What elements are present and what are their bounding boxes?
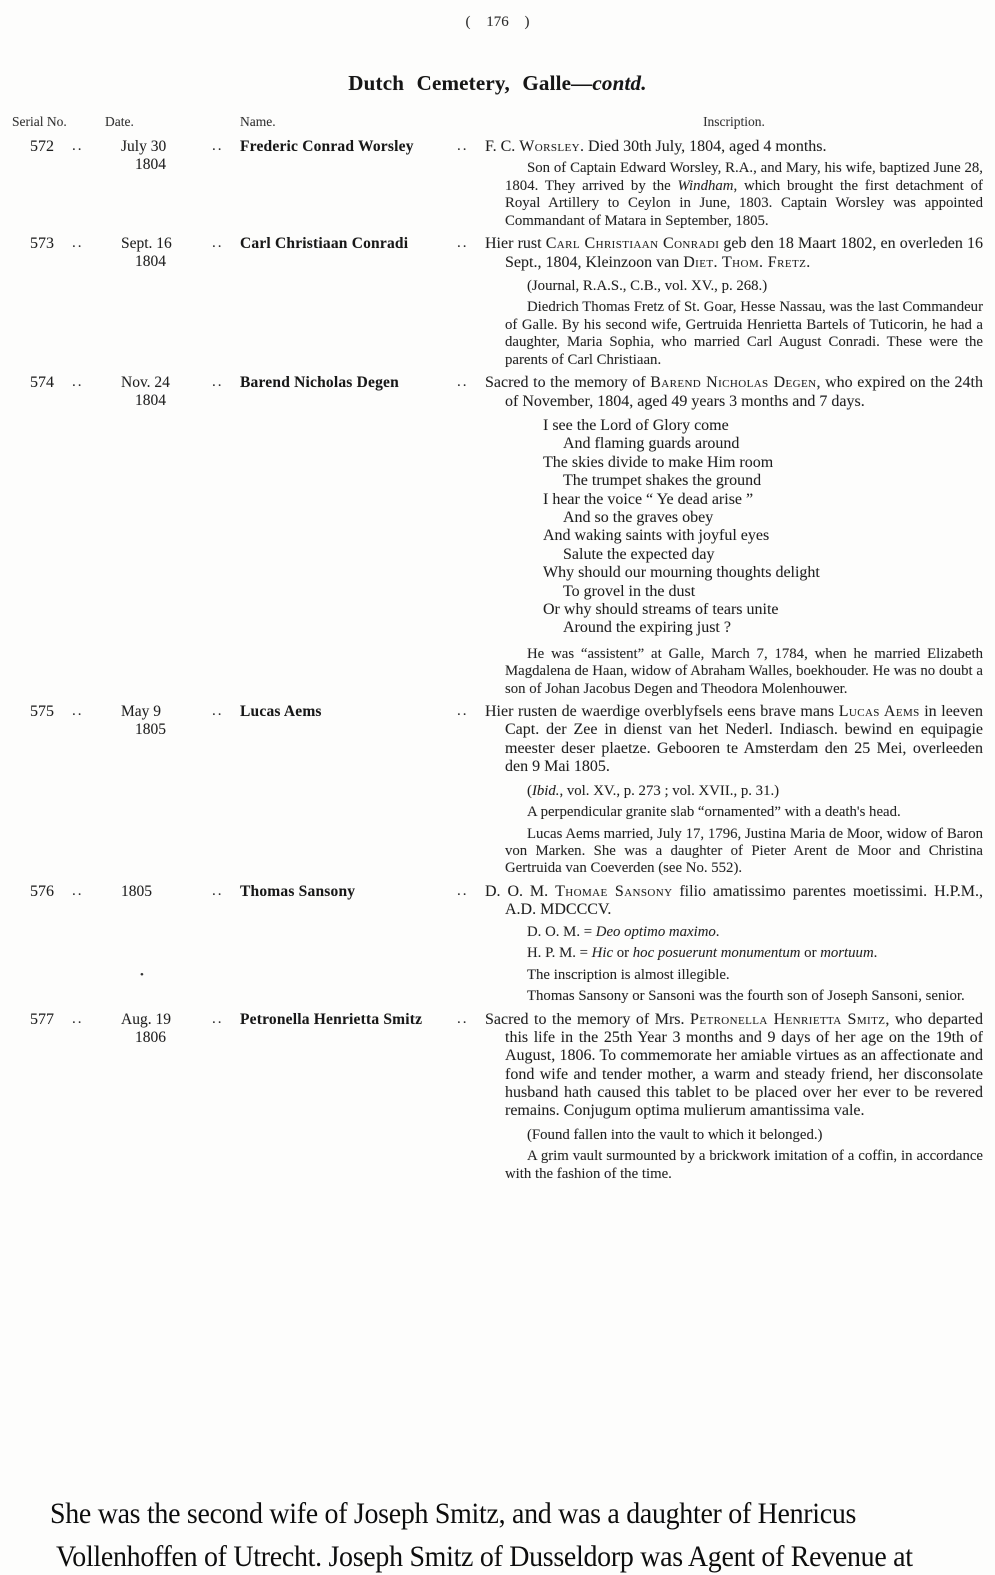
row-date-year: 1804 bbox=[135, 253, 166, 271]
row-name: Frederic Conrad Worsley bbox=[240, 138, 414, 155]
row-date-day: Aug. 19 bbox=[121, 1010, 171, 1028]
leader-dots: .. bbox=[72, 235, 84, 252]
leader-dots: .. bbox=[457, 138, 469, 154]
row-serial-number: 577 bbox=[30, 1010, 54, 1028]
page-title-contd: —contd. bbox=[571, 71, 647, 95]
column-header-name: Name. bbox=[240, 114, 276, 129]
row-name: Carl Christiaan Conradi bbox=[240, 235, 409, 253]
leader-dots: .. bbox=[212, 138, 224, 154]
leader-dots: .. bbox=[457, 882, 469, 899]
inscription-note: A grim vault surmounted by a brickwork imitation of a coffin, in accordance with the fashion of the time. bbox=[505, 1148, 983, 1182]
row-name: Thomas Sansony bbox=[240, 882, 356, 900]
leader-dots: .. bbox=[457, 374, 469, 391]
inscription-note: D. O. M. = Deo optimo maximo. bbox=[527, 923, 720, 940]
inscription-poem: The trumpet shakes the ground bbox=[563, 472, 762, 490]
inscription-main: Sacred to the memory of Barend Nicholas Degen, who expired on the 24th of November, 1804, aged 49 years 3 months and 7 days. bbox=[485, 374, 983, 410]
row-serial-number: 572 bbox=[30, 138, 54, 155]
inscription-poem: And so the graves obey bbox=[563, 508, 714, 526]
inscription-poem: I see the Lord of Glory come bbox=[543, 417, 729, 435]
inscription-poem: I hear the voice “ Ye dead arise ” bbox=[543, 490, 754, 508]
inscription-note: He was “assistent” at Galle, March 7, 1784, when he married Elizabeth Magdalena de Haan, widow of Abraham Walles, boekhouder. He was no doubt a son of Johan Jacobus Degen and Theodora Molenhouwer. bbox=[505, 645, 983, 697]
row-date-day: July 30 bbox=[121, 138, 167, 155]
row-serial-number: 575 bbox=[30, 703, 54, 721]
table-body bbox=[12, 138, 983, 1183]
inscription-poem: And flaming guards around bbox=[563, 435, 740, 453]
inscription-main: Hier rust Carl Christiaan Conradi geb den 18 Maart 1802, en overleden 16 Sept., 1804, Kleinzoon van Diet. Thom. Fretz. bbox=[485, 235, 983, 271]
table-header-row bbox=[12, 114, 983, 130]
inscription-note: The inscription is almost illegible. bbox=[527, 966, 730, 983]
inscription-main: Hier rusten de waerdige overblyfsels eens brave mans Lucas Aems in leeven Capt. der Zee in dienst van het Nederl. Indiasch. bewind en equipagie meester deser plaetze. Gebooren te Amsterdam den 25 Mei, overleeden den 9 Mai 1805. bbox=[485, 703, 983, 776]
inscription-main: F. C. Worsley. Died 30th July, 1804, aged 4 months. bbox=[485, 138, 827, 155]
row-date-year: 1805 bbox=[135, 721, 166, 739]
ocr-line: She was the second wife of Joseph Smitz, and was a daughter of Henricus bbox=[50, 1497, 857, 1530]
leader-dots: .. bbox=[457, 1010, 469, 1027]
row-name: Barend Nicholas Degen bbox=[240, 374, 399, 392]
row-date bbox=[105, 138, 212, 230]
row-date bbox=[105, 883, 212, 1006]
inscription-ref: (Ibid., vol. XV., p. 273 ; vol. XVII., p. 31.) bbox=[527, 782, 780, 799]
row-date bbox=[105, 235, 212, 369]
row-serial-number: 574 bbox=[30, 374, 54, 392]
inscription-poem: And waking saints with joyful eyes bbox=[543, 527, 770, 545]
inscription-poem: Or why should streams of tears unite bbox=[543, 600, 779, 618]
leader-dots: .. bbox=[212, 703, 224, 720]
leader-dots: .. bbox=[457, 235, 469, 252]
inscription-main: D. O. M. Thomae Sansony filio amatissimo parentes moetissimi. H.P.M., A.D. MDCCCV. bbox=[485, 882, 983, 919]
inscription-note: Son of Captain Edward Worsley, R.A., and Mary, his wife, baptized June 28, 1804. They arrived by the Windham, which brought the first detachment of Royal Artillery to Ceylon in June, 1803. Captain Worsley was appointed Commandant of Matara in September, 1805. bbox=[505, 160, 983, 229]
table-row bbox=[12, 883, 983, 1006]
row-inscription bbox=[485, 138, 983, 230]
row-inscription bbox=[485, 235, 983, 369]
leader-dots: .. bbox=[212, 882, 224, 899]
inscription-ref: (Found fallen into the vault to which it belonged.) bbox=[527, 1126, 823, 1143]
inscription-note: A perpendicular granite slab “ornamented” with a death's head. bbox=[527, 804, 901, 821]
column-header-serial: Serial No. bbox=[12, 114, 67, 129]
row-date bbox=[105, 1011, 212, 1184]
leader-dots: .. bbox=[457, 703, 469, 720]
leader-dots: .. bbox=[72, 703, 84, 720]
inscription-main: Sacred to the memory of Mrs. Petronella Henrietta Smitz, who departed this life in the 25th Year 3 months and 9 days of her age on the 19th of August, 1806. To commemorate her amiable virtues as an affectionate and fond wife and tender mother, a warm and steady friend, her disconsolate husband hath caused this tablet to be placed over her ever to be revered remains. Conjugum optima mulierum amantissima vale. bbox=[485, 1010, 983, 1120]
inscription-poem: Around the expiring just ? bbox=[563, 619, 731, 637]
leader-dots: .. bbox=[212, 374, 224, 391]
inscription-note: H. P. M. = Hic or hoc posuerunt monumentum or mortuum. bbox=[527, 945, 878, 962]
leader-dots: .. bbox=[72, 1010, 84, 1027]
row-serial-number: 576 bbox=[30, 882, 54, 900]
ocr-line: Vollenhoffen of Utrecht. Joseph Smitz of Dusseldorp was Agent of Revenue at bbox=[56, 1540, 913, 1573]
table-row bbox=[12, 374, 983, 698]
ocr-text-overlay bbox=[0, 1494, 995, 1575]
inscription-poem: The skies divide to make Him room bbox=[543, 453, 774, 471]
row-date-day: Nov. 24 bbox=[121, 374, 170, 392]
row-name: Petronella Henrietta Smitz bbox=[240, 1010, 423, 1028]
table-row bbox=[12, 703, 983, 878]
column-header-date: Date. bbox=[105, 114, 134, 129]
page-number: ( 176 ) bbox=[465, 14, 530, 30]
inscription-poem: Why should our mourning thoughts delight bbox=[543, 564, 820, 582]
row-date-day: May 9 bbox=[121, 703, 162, 721]
row-serial-number: 573 bbox=[30, 235, 54, 253]
column-header-inscription: Inscription. bbox=[703, 114, 765, 129]
row-inscription bbox=[485, 1011, 983, 1184]
row-date-year: 1804 bbox=[135, 156, 166, 173]
leader-dots: .. bbox=[212, 235, 224, 252]
row-name: Lucas Aems bbox=[240, 703, 322, 721]
leader-dots: .. bbox=[72, 374, 84, 391]
page-title-main: Dutch Cemetery, Galle bbox=[348, 71, 572, 95]
row-date-year: 1804 bbox=[135, 392, 166, 410]
inscription-note: Lucas Aems married, July 17, 1796, Justina Maria de Moor, widow of Baron von Marken. She was a daughter of Pieter Arent de Moor and Christina Gertruida van Coeverden (see No. 552). bbox=[505, 825, 983, 877]
inscription-poem: Salute the expected day bbox=[563, 545, 715, 563]
table-row bbox=[12, 1011, 983, 1184]
row-date-day: 1805 bbox=[121, 882, 152, 900]
row-date-day: Sept. 16 bbox=[121, 235, 172, 253]
inscription-ref: (Journal, R.A.S., C.B., vol. XV., p. 268.) bbox=[527, 277, 768, 294]
table-row bbox=[12, 235, 983, 369]
inscription-note: Diedrich Thomas Fretz of St. Goar, Hesse Nassau, was the last Commandeur of Galle. By his second wife, Gertruida Henrietta Bartels of Tuticorin, he had a daughter, Maria Sophia, who married Carl August Conradi. These were the parents of Carl Christiaan. bbox=[505, 299, 983, 368]
row-inscription bbox=[485, 883, 983, 1006]
row-inscription bbox=[485, 703, 983, 878]
page-title bbox=[0, 71, 995, 96]
inscription-note: Thomas Sansony or Sansoni was the fourth son of Joseph Sansoni, senior. bbox=[527, 988, 965, 1005]
inscription-poem: To grovel in the dust bbox=[563, 582, 696, 600]
row-date-year: 1806 bbox=[135, 1028, 166, 1046]
ink-mark: • bbox=[140, 968, 144, 981]
leader-dots: .. bbox=[212, 1010, 224, 1027]
row-inscription bbox=[485, 374, 983, 698]
leader-dots: .. bbox=[72, 882, 84, 899]
leader-dots: .. bbox=[72, 138, 84, 154]
table-row bbox=[12, 138, 983, 230]
row-date bbox=[105, 703, 212, 878]
row-date bbox=[105, 374, 212, 698]
